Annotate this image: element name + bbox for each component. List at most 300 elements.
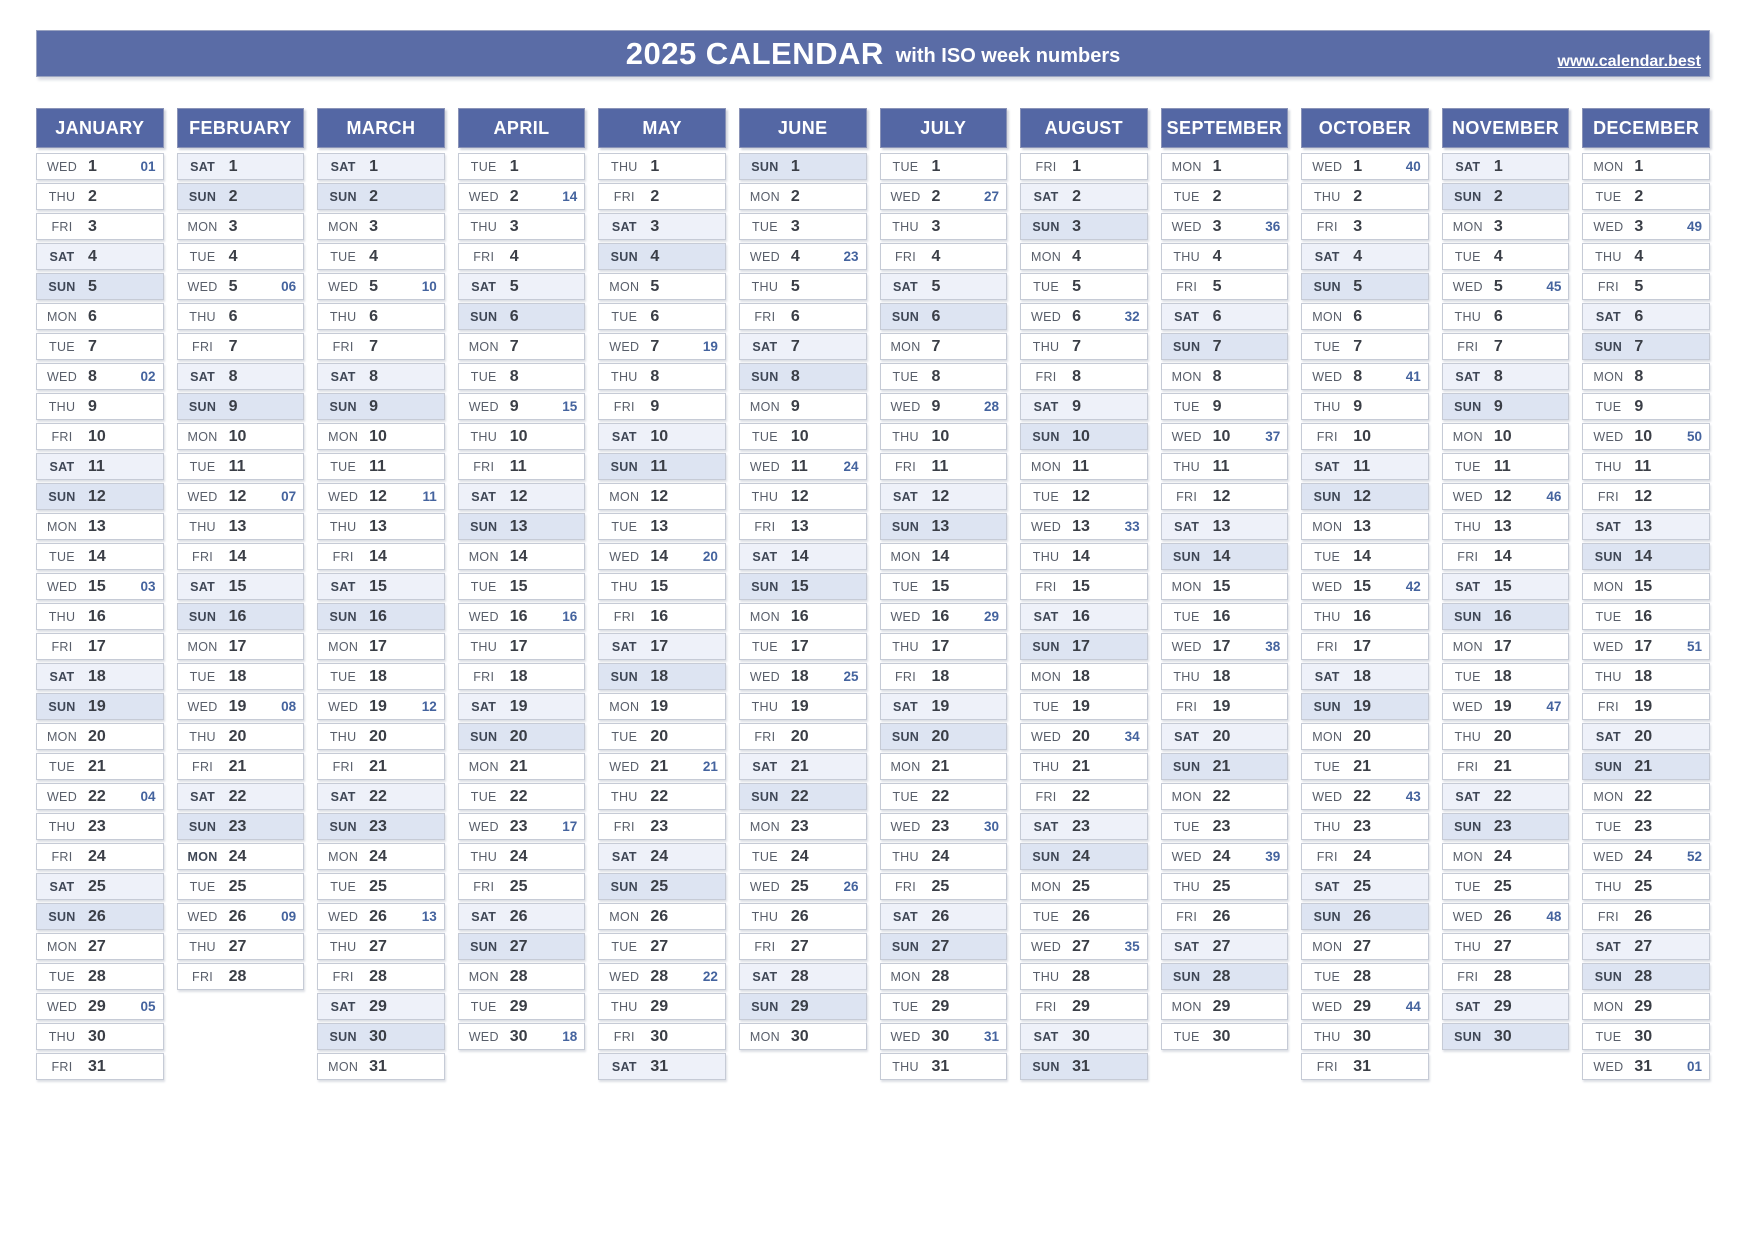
dow-label: TUE xyxy=(1595,819,1622,834)
dow-label: MON xyxy=(1593,579,1624,594)
day-row xyxy=(880,483,1008,510)
day-row xyxy=(1442,513,1570,540)
day-number: 24 xyxy=(1353,847,1372,865)
day-number: 20 xyxy=(1212,727,1231,745)
day-number: 17 xyxy=(228,637,247,655)
day-number: 22 xyxy=(790,787,809,805)
week-number: 08 xyxy=(281,699,297,714)
dow-label: SAT xyxy=(1595,729,1621,744)
dow-label: TUE xyxy=(1173,1029,1200,1044)
day-row xyxy=(1301,1053,1429,1080)
dow-label: THU xyxy=(751,489,779,504)
day-number: 23 xyxy=(1634,817,1653,835)
dow-label: WED xyxy=(1452,279,1483,294)
dow-label: SAT xyxy=(1455,159,1481,174)
day-row xyxy=(36,183,164,210)
dow-label: WED xyxy=(1312,159,1343,174)
day-row xyxy=(177,183,305,210)
day-number: 30 xyxy=(650,1027,669,1045)
day-number: 2 xyxy=(1072,187,1081,205)
dow-label: THU xyxy=(892,1059,919,1074)
month-october xyxy=(1301,108,1429,1083)
dow-label: TUE xyxy=(330,249,357,264)
day-number: 18 xyxy=(931,667,950,685)
dow-label: WED xyxy=(187,489,218,504)
dow-label: SUN xyxy=(1032,219,1060,234)
day-row xyxy=(1020,393,1148,420)
dow-label: THU xyxy=(329,729,357,744)
day-number: 11 xyxy=(931,457,949,475)
week-number: 31 xyxy=(984,1029,1000,1044)
day-row xyxy=(739,543,867,570)
day-number: 19 xyxy=(650,697,669,715)
dow-label: WED xyxy=(1312,369,1343,384)
dow-label: FRI xyxy=(613,189,635,204)
day-row xyxy=(880,903,1008,930)
day-row xyxy=(598,573,726,600)
day-row xyxy=(1582,423,1710,450)
day-row xyxy=(317,153,445,180)
day-number: 11 xyxy=(228,457,246,475)
day-row xyxy=(36,1023,164,1050)
day-row xyxy=(1020,1053,1148,1080)
day-number: 18 xyxy=(1072,667,1090,685)
day-number: 11 xyxy=(1353,457,1371,475)
day-number: 2 xyxy=(369,187,379,205)
dow-label: MON xyxy=(328,219,359,234)
day-number: 17 xyxy=(88,637,106,655)
dow-label: MON xyxy=(1452,639,1483,654)
month-header: NOVEMBER xyxy=(1442,108,1570,148)
day-number: 27 xyxy=(509,937,528,955)
day-row xyxy=(1442,723,1570,750)
day-row xyxy=(1161,573,1289,600)
day-number: 21 xyxy=(1072,757,1090,775)
day-number: 9 xyxy=(509,397,519,415)
dow-label: THU xyxy=(189,729,216,744)
day-number: 27 xyxy=(369,937,387,955)
day-row xyxy=(317,873,445,900)
day-row xyxy=(880,993,1008,1020)
day-row xyxy=(177,903,305,930)
dow-label: FRI xyxy=(754,729,776,744)
week-number: 23 xyxy=(843,249,859,264)
day-number: 9 xyxy=(650,397,660,415)
dow-label: THU xyxy=(1595,459,1622,474)
day-number: 20 xyxy=(790,727,809,745)
day-row xyxy=(1161,633,1289,660)
day-row xyxy=(1301,693,1429,720)
day-number: 5 xyxy=(1353,277,1363,295)
day-row xyxy=(177,483,305,510)
dow-label: THU xyxy=(48,1029,76,1044)
day-number: 7 xyxy=(509,337,519,355)
day-number: 14 xyxy=(790,547,809,565)
day-number: 5 xyxy=(650,277,660,295)
day-row xyxy=(1020,453,1148,480)
dow-label: WED xyxy=(890,1029,921,1044)
dow-label: MON xyxy=(1593,159,1624,174)
day-row xyxy=(317,903,445,930)
dow-label: SUN xyxy=(48,699,76,714)
dow-label: SUN xyxy=(751,999,779,1014)
day-row xyxy=(598,903,726,930)
day-number: 14 xyxy=(88,547,106,565)
day-row xyxy=(177,243,305,270)
dow-label: SUN xyxy=(470,939,498,954)
day-row xyxy=(598,813,726,840)
day-row xyxy=(1020,363,1148,390)
day-number: 4 xyxy=(1493,247,1503,265)
day-row xyxy=(1161,933,1289,960)
day-number: 11 xyxy=(1072,457,1089,475)
dow-label: SUN xyxy=(1313,279,1341,294)
day-row xyxy=(598,693,726,720)
day-row xyxy=(880,1053,1008,1080)
calendar-grid xyxy=(36,108,1710,1083)
dow-label: MON xyxy=(1171,369,1202,384)
day-row xyxy=(317,843,445,870)
dow-label: WED xyxy=(187,699,218,714)
dow-label: TUE xyxy=(1173,609,1200,624)
day-row xyxy=(880,393,1008,420)
day-number: 6 xyxy=(790,307,800,325)
day-number: 10 xyxy=(509,427,528,445)
day-number: 13 xyxy=(650,517,669,535)
day-row xyxy=(1020,963,1148,990)
week-number: 21 xyxy=(702,759,718,774)
day-number: 6 xyxy=(931,307,941,325)
day-row xyxy=(177,693,305,720)
day-row xyxy=(177,663,305,690)
day-row xyxy=(739,153,867,180)
dow-label: SAT xyxy=(1595,939,1621,954)
dow-label: SUN xyxy=(1594,339,1623,354)
day-number: 6 xyxy=(369,307,379,325)
dow-label: SUN xyxy=(891,939,920,954)
dow-label: TUE xyxy=(751,849,778,864)
dow-label: SUN xyxy=(1454,189,1482,204)
day-row xyxy=(1020,693,1148,720)
dow-label: SUN xyxy=(1173,339,1201,354)
day-number: 17 xyxy=(1072,637,1090,655)
day-row xyxy=(1301,783,1429,810)
day-number: 22 xyxy=(369,787,387,805)
dow-label: SUN xyxy=(1313,699,1341,714)
day-row xyxy=(1301,543,1429,570)
dow-label: SUN xyxy=(470,729,498,744)
day-row xyxy=(880,543,1008,570)
day-number: 17 xyxy=(369,637,387,655)
day-number: 2 xyxy=(790,187,800,205)
day-row xyxy=(880,243,1008,270)
day-number: 4 xyxy=(88,247,97,265)
day-row xyxy=(177,273,305,300)
dow-label: WED xyxy=(890,609,921,624)
dow-label: FRI xyxy=(332,339,354,354)
day-number: 7 xyxy=(369,337,379,355)
day-number: 24 xyxy=(790,847,809,865)
dow-label: WED xyxy=(1593,849,1624,864)
site-link[interactable]: www.calendar.best xyxy=(1557,53,1701,70)
day-row xyxy=(1161,153,1289,180)
dow-label: THU xyxy=(470,219,498,234)
day-number: 23 xyxy=(790,817,809,835)
day-row xyxy=(1020,843,1148,870)
month-header: APRIL xyxy=(458,108,586,148)
dow-label: MON xyxy=(468,759,499,774)
day-row xyxy=(458,633,586,660)
day-number: 1 xyxy=(650,157,660,175)
dow-label: THU xyxy=(329,939,357,954)
day-row xyxy=(1161,183,1289,210)
day-row xyxy=(458,723,586,750)
day-row xyxy=(1582,1053,1710,1080)
day-row xyxy=(739,363,867,390)
dow-label: MON xyxy=(749,819,780,834)
day-row xyxy=(177,153,305,180)
dow-label: WED xyxy=(328,909,359,924)
dow-label: SUN xyxy=(1173,549,1201,564)
dow-label: SUN xyxy=(610,669,638,684)
day-row xyxy=(36,153,164,180)
dow-label: FRI xyxy=(894,459,917,474)
day-row xyxy=(177,963,305,990)
dow-label: SAT xyxy=(1455,579,1481,594)
day-row xyxy=(598,153,726,180)
dow-label: SUN xyxy=(751,789,779,804)
dow-label: SAT xyxy=(1033,609,1059,624)
dow-label: SAT xyxy=(49,879,75,894)
day-number: 10 xyxy=(790,427,809,445)
day-number: 18 xyxy=(650,667,669,685)
day-number: 13 xyxy=(88,517,106,535)
day-row xyxy=(317,813,445,840)
day-number: 23 xyxy=(931,817,950,835)
day-row xyxy=(1582,453,1710,480)
dow-label: THU xyxy=(1454,939,1482,954)
day-row xyxy=(1582,993,1710,1020)
day-row xyxy=(317,783,445,810)
day-row xyxy=(1020,153,1148,180)
day-number: 20 xyxy=(228,727,247,745)
day-number: 30 xyxy=(790,1027,809,1045)
day-row xyxy=(1582,483,1710,510)
day-row xyxy=(1442,1023,1570,1050)
day-row xyxy=(1301,723,1429,750)
dow-label: MON xyxy=(1312,729,1343,744)
dow-label: TUE xyxy=(611,309,638,324)
day-number: 13 xyxy=(790,517,809,535)
day-number: 2 xyxy=(1353,187,1363,205)
day-number: 26 xyxy=(509,907,528,925)
day-row xyxy=(880,603,1008,630)
dow-label: SUN xyxy=(188,399,217,414)
month-november xyxy=(1442,108,1570,1083)
day-row xyxy=(598,993,726,1020)
day-number: 21 xyxy=(1634,757,1653,775)
month-header: JULY xyxy=(880,108,1008,148)
day-row xyxy=(598,273,726,300)
day-row xyxy=(739,303,867,330)
month-december xyxy=(1582,108,1710,1083)
day-row xyxy=(317,693,445,720)
dow-label: TUE xyxy=(1314,549,1341,564)
day-row xyxy=(1582,393,1710,420)
day-row xyxy=(598,1023,726,1050)
day-row xyxy=(1442,693,1570,720)
dow-label: SUN xyxy=(610,459,638,474)
day-row xyxy=(739,273,867,300)
dow-label: SAT xyxy=(1033,399,1059,414)
dow-label: MON xyxy=(890,969,921,984)
day-row xyxy=(458,843,586,870)
dow-label: TUE xyxy=(1033,489,1060,504)
week-number: 17 xyxy=(562,819,578,834)
dow-label: THU xyxy=(611,789,638,804)
week-number: 28 xyxy=(984,399,1000,414)
dow-label: FRI xyxy=(51,429,73,444)
dow-label: WED xyxy=(609,969,640,984)
dow-label: TUE xyxy=(189,249,216,264)
day-number: 10 xyxy=(88,427,106,445)
day-row xyxy=(1442,783,1570,810)
dow-label: WED xyxy=(46,999,78,1014)
dow-label: MON xyxy=(1452,219,1483,234)
day-number: 26 xyxy=(369,907,387,925)
week-number: 45 xyxy=(1546,279,1562,294)
day-number: 25 xyxy=(1212,877,1231,895)
day-row xyxy=(1020,633,1148,660)
day-row xyxy=(1301,213,1429,240)
day-number: 24 xyxy=(1493,847,1512,865)
day-number: 12 xyxy=(1353,487,1372,505)
day-number: 2 xyxy=(650,187,660,205)
day-row xyxy=(1161,603,1289,630)
day-number: 8 xyxy=(1493,367,1503,385)
dow-label: SUN xyxy=(1313,489,1341,504)
day-number: 25 xyxy=(931,877,950,895)
day-row xyxy=(177,543,305,570)
dow-label: MON xyxy=(1031,249,1062,264)
day-number: 4 xyxy=(790,247,800,265)
day-row xyxy=(880,873,1008,900)
day-number: 14 xyxy=(1353,547,1372,565)
dow-label: SAT xyxy=(1455,789,1481,804)
day-row xyxy=(1442,423,1570,450)
day-number: 11 xyxy=(369,457,387,475)
day-number: 27 xyxy=(228,937,247,955)
day-row xyxy=(317,753,445,780)
day-row xyxy=(36,753,164,780)
day-row xyxy=(36,843,164,870)
dow-label: THU xyxy=(611,579,638,594)
day-number: 16 xyxy=(1353,607,1372,625)
dow-label: MON xyxy=(1593,999,1624,1014)
day-number: 8 xyxy=(228,367,238,385)
day-row xyxy=(1020,993,1148,1020)
day-number: 19 xyxy=(1072,697,1090,715)
day-number: 28 xyxy=(1072,967,1090,985)
dow-label: MON xyxy=(1452,849,1483,864)
day-number: 2 xyxy=(1493,187,1503,205)
day-number: 31 xyxy=(88,1057,106,1075)
day-number: 2 xyxy=(1212,187,1222,205)
day-number: 29 xyxy=(790,997,809,1015)
day-number: 9 xyxy=(1493,397,1503,415)
day-row xyxy=(317,573,445,600)
day-number: 9 xyxy=(88,397,97,415)
day-number: 10 xyxy=(369,427,387,445)
dow-label: THU xyxy=(1313,399,1341,414)
day-row xyxy=(1161,393,1289,420)
dow-label: TUE xyxy=(1454,669,1481,684)
day-row xyxy=(598,183,726,210)
day-number: 25 xyxy=(1493,877,1512,895)
day-row xyxy=(1301,573,1429,600)
day-number: 1 xyxy=(1212,157,1222,175)
day-number: 10 xyxy=(1072,427,1090,445)
dow-label: THU xyxy=(1313,819,1341,834)
dow-label: WED xyxy=(1171,429,1202,444)
week-number: 18 xyxy=(562,1029,578,1044)
day-number: 5 xyxy=(1634,277,1644,295)
dow-label: TUE xyxy=(751,429,778,444)
day-number: 27 xyxy=(1353,937,1372,955)
dow-label: THU xyxy=(1173,249,1200,264)
week-number: 43 xyxy=(1405,789,1421,804)
week-number: 48 xyxy=(1546,909,1562,924)
day-number: 13 xyxy=(509,517,528,535)
day-row xyxy=(1020,483,1148,510)
dow-label: SAT xyxy=(49,669,75,684)
day-number: 11 xyxy=(790,457,808,475)
day-row xyxy=(1442,933,1570,960)
dow-label: SUN xyxy=(48,909,76,924)
dow-label: SUN xyxy=(1454,819,1482,834)
day-number: 10 xyxy=(1493,427,1512,445)
day-row xyxy=(1161,663,1289,690)
day-row xyxy=(880,753,1008,780)
day-number: 9 xyxy=(228,397,238,415)
day-row xyxy=(1161,843,1289,870)
month-header: JANUARY xyxy=(36,108,164,148)
day-number: 8 xyxy=(509,367,519,385)
day-row xyxy=(1161,303,1289,330)
dow-label: FRI xyxy=(473,249,495,264)
day-row xyxy=(1020,873,1148,900)
dow-label: TUE xyxy=(189,669,216,684)
day-row xyxy=(1301,333,1429,360)
week-number: 52 xyxy=(1686,849,1702,864)
day-number: 27 xyxy=(1072,937,1090,955)
day-row xyxy=(1582,573,1710,600)
day-number: 15 xyxy=(88,577,106,595)
day-number: 3 xyxy=(650,217,660,235)
dow-label: WED xyxy=(46,789,78,804)
day-number: 10 xyxy=(650,427,669,445)
day-row xyxy=(177,303,305,330)
day-row xyxy=(1442,243,1570,270)
day-row xyxy=(1161,993,1289,1020)
dow-label: WED xyxy=(1593,1059,1624,1074)
day-number: 30 xyxy=(1212,1027,1231,1045)
day-number: 25 xyxy=(1634,877,1653,895)
day-row xyxy=(1442,873,1570,900)
day-row xyxy=(1301,393,1429,420)
day-number: 4 xyxy=(1072,247,1081,265)
day-number: 15 xyxy=(1072,577,1090,595)
